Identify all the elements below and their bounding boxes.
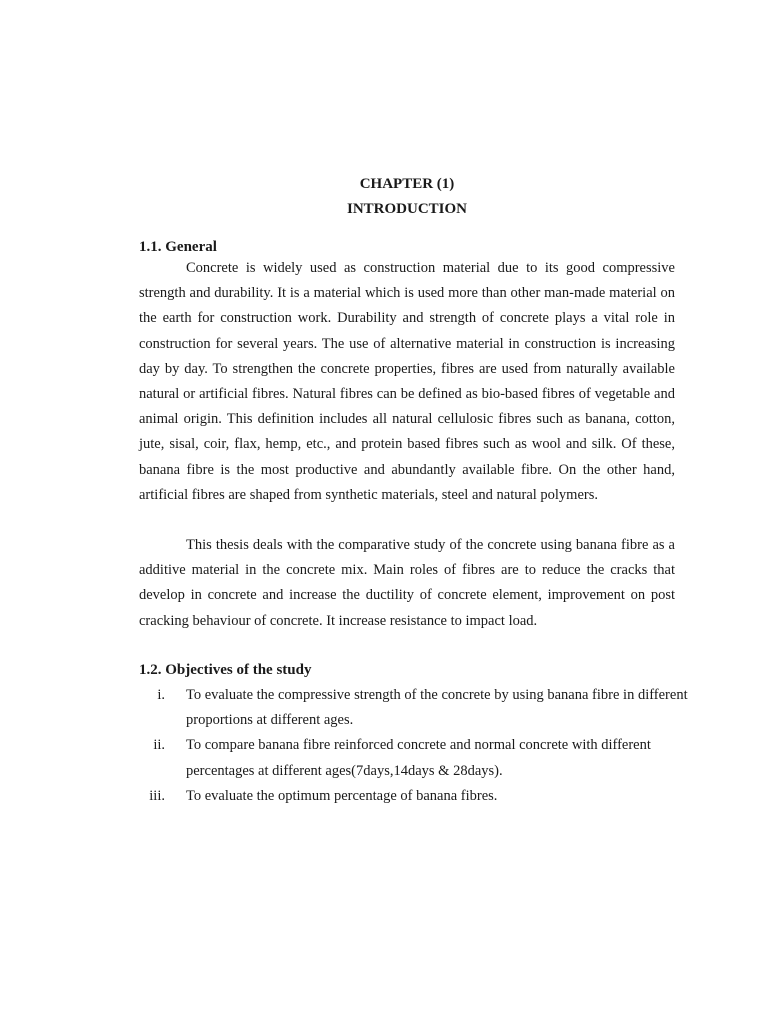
general-paragraph-2-block bbox=[139, 533, 675, 634]
objective-text: To compare banana fibre reinforced concrete and normal concrete with different percentages at different ages(7days,14days & 28days). bbox=[186, 737, 651, 779]
objective-number: iii. bbox=[149, 787, 165, 804]
section-title-general: 1.1. General bbox=[139, 239, 217, 255]
objective-text: To evaluate the optimum percentage of banana fibres. bbox=[186, 787, 498, 804]
chapter-title: INTRODUCTION bbox=[346, 201, 467, 217]
objective-text: To evaluate the compressive strength of the concrete by using banana fibre in different proportions at different ages. bbox=[186, 687, 688, 729]
section-title-objectives: 1.2. Objectives of the study bbox=[139, 662, 312, 678]
objective-item bbox=[139, 683, 699, 733]
objective-number: ii. bbox=[153, 737, 165, 754]
objectives-list bbox=[139, 683, 699, 809]
general-paragraph-2: This thesis deals with the comparative study of the concrete using banana fibre as a additive material in the concrete mix. Main roles of fibres are to reduce the cracks that develop in concrete and increase the ductility of concrete element, improvement on post cracking behaviour of concrete. It increase resistance to impact load. bbox=[139, 537, 675, 629]
chapter-number: CHAPTER (1) bbox=[359, 176, 455, 192]
objective-item bbox=[139, 784, 699, 809]
objective-item bbox=[139, 733, 699, 783]
general-paragraph-1: Concrete is widely used as construction material due to its good compressive strength and durability. It is a material which is used more than other man-made material on the earth for construction work. Durability and strength of concrete plays a vital role in construction for several years. The use of alternative material in construction is increasing day by day. To strengthen the concrete properties, fibres are used from naturally available natural or artificial fibres. Natural fibres can be defined as bio-based fibres of vegetable and animal origin. This definition includes all natural cellulosic fibres such as banana, cotton, jute, sisal, coir, flax, hemp, etc., and protein based fibres such as wool and silk. Of these, banana fibre is the most productive and abundantly available fibre. On the other hand, artificial fibres are shaped from synthetic materials, steel and natural polymers. bbox=[139, 260, 675, 503]
objective-number: i. bbox=[157, 687, 165, 703]
general-paragraph-1-block bbox=[139, 256, 675, 508]
